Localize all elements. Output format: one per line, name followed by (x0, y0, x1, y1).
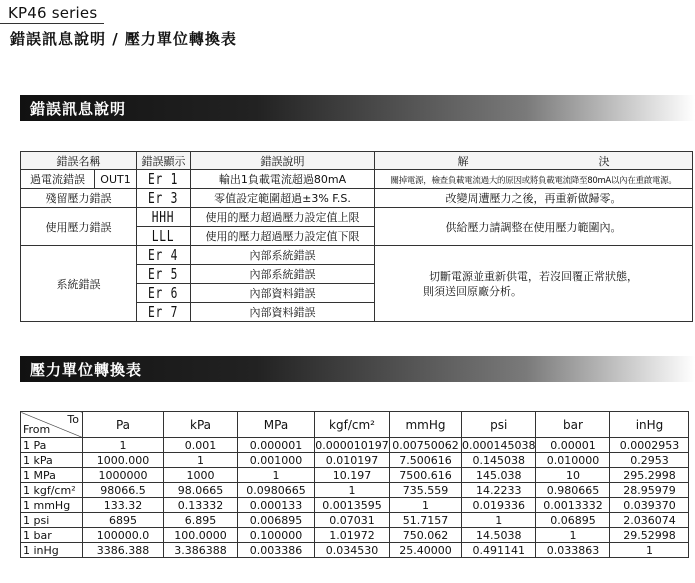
conversion-value: 0.2953 (610, 453, 689, 468)
conversion-value: 0.000001 (238, 438, 315, 453)
col-error-description: 錯誤說明 (191, 152, 375, 170)
conversion-value: 100000.0 (83, 528, 164, 543)
from-unit: 1 inHg (21, 543, 83, 558)
error-fix-line-2: 則須送回原廠分析。 (423, 284, 522, 298)
conversion-table (20, 411, 689, 558)
conversion-value: 14.5038 (462, 528, 536, 543)
conversion-value: 0.0002953 (610, 438, 689, 453)
conversion-value: 0.001 (164, 438, 238, 453)
unit-header: mmHg (390, 412, 462, 438)
conversion-value: 0.019336 (462, 498, 536, 513)
error-fix: 關掉電源，檢查負載電流過大的原因或將負載電流降至80mA以內在重啟電源。 (375, 170, 693, 189)
conversion-value: 0.491141 (462, 543, 536, 558)
error-code: HHH (137, 208, 191, 227)
unit-header: kPa (164, 412, 238, 438)
unit-header: bar (536, 412, 610, 438)
error-description: 內部系統錯誤 (191, 246, 375, 265)
conversion-value: 7.500616 (390, 453, 462, 468)
error-section-banner (20, 95, 695, 121)
conversion-value: 1 (610, 543, 689, 558)
conversion-value: 0.980665 (536, 483, 610, 498)
error-name: 使用壓力錯誤 (21, 208, 137, 246)
corner-header (21, 412, 83, 438)
error-table (20, 151, 693, 322)
table-row (21, 246, 693, 265)
error-code: Er 7 (137, 303, 191, 322)
from-unit: 1 psi (21, 513, 83, 528)
error-code: Er 1 (137, 170, 191, 189)
table-row (21, 468, 689, 483)
error-output: OUT1 (95, 170, 137, 189)
corner-to: To (67, 413, 79, 426)
col-fix-char-2: 決 (598, 154, 610, 168)
unit-header: psi (462, 412, 536, 438)
error-name: 過電流錯誤 (21, 170, 95, 189)
error-description: 使用的壓力超過壓力設定值下限 (191, 227, 375, 246)
col-fix-char-1: 解 (457, 154, 469, 168)
error-code: LLL (137, 227, 191, 246)
conversion-value: 29.52998 (610, 528, 689, 543)
table-row (21, 483, 689, 498)
unit-header: kgf/cm² (315, 412, 390, 438)
conversion-value: 1 (164, 453, 238, 468)
conversion-value: 0.07031 (315, 513, 390, 528)
conversion-value: 1 (83, 438, 164, 453)
conversion-value: 0.100000 (238, 528, 315, 543)
error-description: 零值設定範圍超過±3% F.S. (191, 189, 375, 208)
conversion-value: 6.895 (164, 513, 238, 528)
from-unit: 1 Pa (21, 438, 83, 453)
error-description: 內部資料錯誤 (191, 284, 375, 303)
table-row (21, 498, 689, 513)
conversion-value: 0.000133 (238, 498, 315, 513)
conversion-value: 6895 (83, 513, 164, 528)
conversion-value: 3.386388 (164, 543, 238, 558)
conversion-value: 10.197 (315, 468, 390, 483)
corner-from: From (23, 423, 51, 436)
conversion-value: 0.010000 (536, 453, 610, 468)
conversion-value: 1 (462, 513, 536, 528)
error-code: Er 3 (137, 189, 191, 208)
page-title: 錯誤訊息說明 / 壓力單位轉換表 (10, 30, 237, 48)
conversion-value: 0.00001 (536, 438, 610, 453)
error-description: 內部資料錯誤 (191, 303, 375, 322)
conversion-value: 0.006895 (238, 513, 315, 528)
conversion-value: 1000000 (83, 468, 164, 483)
conversion-section-heading: 壓力單位轉換表 (30, 361, 143, 379)
conversion-value: 1.01972 (315, 528, 390, 543)
conversion-value: 1 (238, 468, 315, 483)
error-code: Er 5 (137, 265, 191, 284)
table-row (21, 453, 689, 468)
conversion-value: 0.0013332 (536, 498, 610, 513)
error-fix: 供給壓力請調整在使用壓力範圍內。 (375, 208, 693, 246)
conversion-value: 0.001000 (238, 453, 315, 468)
conversion-value: 0.039370 (610, 498, 689, 513)
conversion-value: 100.0000 (164, 528, 238, 543)
conversion-value: 0.0980665 (238, 483, 315, 498)
error-fix: 改變周遭壓力之後，再重新做歸零。 (375, 189, 693, 208)
conversion-value: 2.036074 (610, 513, 689, 528)
error-code: Er 6 (137, 284, 191, 303)
series-label: KP46 series (8, 4, 98, 22)
col-error-name: 錯誤名稱 (21, 152, 137, 170)
from-unit: 1 MPa (21, 468, 83, 483)
conversion-value: 0.033863 (536, 543, 610, 558)
from-unit: 1 kPa (21, 453, 83, 468)
conversion-value: 0.145038 (462, 453, 536, 468)
error-description: 使用的壓力超過壓力設定值上限 (191, 208, 375, 227)
error-section-heading: 錯誤訊息說明 (30, 100, 127, 118)
conversion-value: 7500.616 (390, 468, 462, 483)
conversion-value: 0.003386 (238, 543, 315, 558)
error-code: Er 4 (137, 246, 191, 265)
error-name: 系統錯誤 (21, 246, 137, 322)
table-row (21, 513, 689, 528)
error-table-header (21, 152, 693, 170)
conversion-value: 0.00750062 (390, 438, 462, 453)
conversion-value: 3386.388 (83, 543, 164, 558)
col-error-fix (375, 152, 693, 170)
col-error-display: 錯誤顯示 (137, 152, 191, 170)
conversion-value: 1000.000 (83, 453, 164, 468)
conversion-value: 145.038 (462, 468, 536, 483)
unit-header: MPa (238, 412, 315, 438)
conversion-value: 0.06895 (536, 513, 610, 528)
conversion-section-banner (20, 356, 695, 382)
series-underline (0, 23, 104, 24)
from-unit: 1 bar (21, 528, 83, 543)
conversion-value: 0.010197 (315, 453, 390, 468)
conversion-value: 750.062 (390, 528, 462, 543)
table-row (21, 543, 689, 558)
conversion-value: 1000 (164, 468, 238, 483)
conversion-value: 133.32 (83, 498, 164, 513)
from-unit: 1 kgf/cm² (21, 483, 83, 498)
error-fix (375, 246, 693, 322)
conversion-value: 0.034530 (315, 543, 390, 558)
table-row (21, 189, 693, 208)
conversion-value: 295.2998 (610, 468, 689, 483)
conversion-value: 0.000145038 (462, 438, 536, 452)
conversion-value: 98.0665 (164, 483, 238, 498)
unit-header: inHg (610, 412, 689, 438)
table-row (21, 208, 693, 227)
conversion-value: 1 (390, 498, 462, 513)
conversion-value: 25.40000 (390, 543, 462, 558)
conversion-header-row (21, 412, 689, 438)
error-description: 內部系統錯誤 (191, 265, 375, 284)
conversion-value: 0.13332 (164, 498, 238, 513)
conversion-value: 0.000010197 (315, 438, 389, 452)
conversion-value: 28.95979 (610, 483, 689, 498)
table-row (21, 438, 689, 453)
conversion-value: 1 (315, 483, 390, 498)
conversion-value: 14.2233 (462, 483, 536, 498)
conversion-value: 51.7157 (390, 513, 462, 528)
conversion-value: 0.0013595 (315, 498, 390, 513)
error-fix-line-1: 切斷電源並重新供電，若沒回覆正常狀態， (429, 269, 638, 283)
unit-header: Pa (83, 412, 164, 438)
conversion-value: 10 (536, 468, 610, 483)
error-name: 殘留壓力錯誤 (21, 189, 137, 208)
from-unit: 1 mmHg (21, 498, 83, 513)
conversion-value: 1 (536, 528, 610, 543)
conversion-value: 735.559 (390, 483, 462, 498)
table-row (21, 170, 693, 189)
table-row (21, 528, 689, 543)
error-description: 輸出1負載電流超過80mA (191, 170, 375, 189)
conversion-value: 98066.5 (83, 483, 164, 498)
